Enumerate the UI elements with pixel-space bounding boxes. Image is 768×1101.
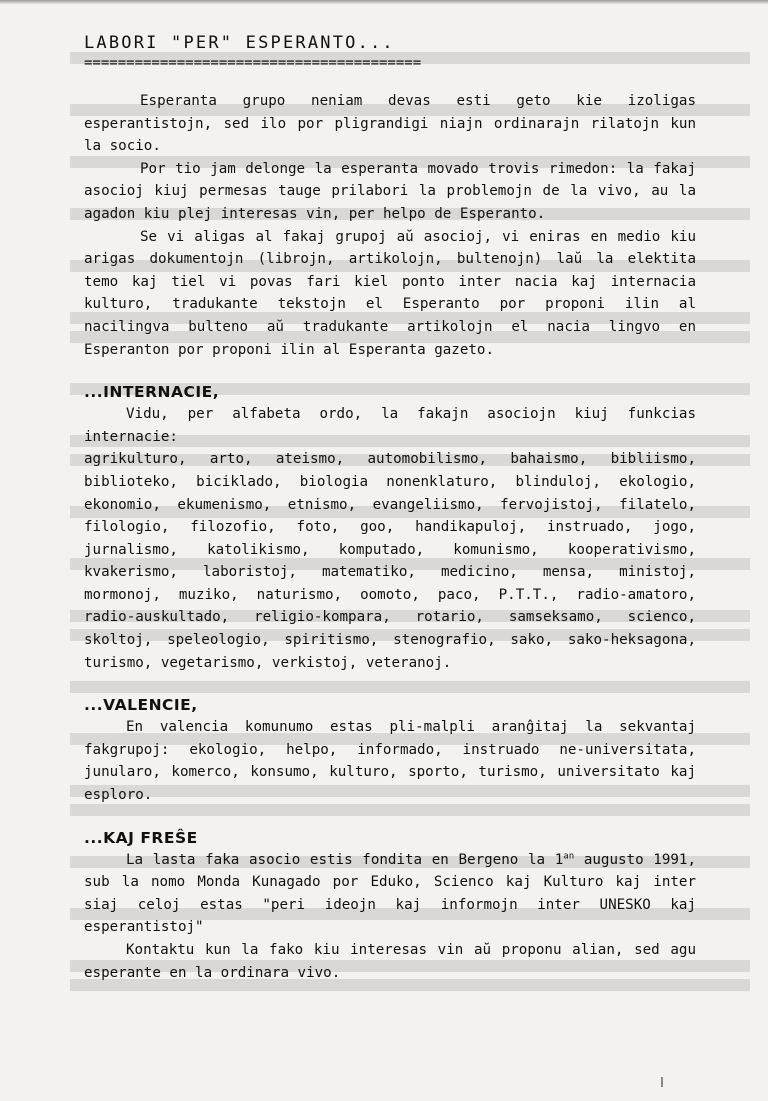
valencie-paragraph: En valencia komunumo estas pli-malpli aranĝitaj la sekvantaj fakgrupoj: ekologio, helpo, informado, instruado ne-universitata, junularo, komerco, konsumo, kulturo, sporto, turismo, universitato kaj esploro. <box>84 719 696 804</box>
ordinal-suffix: an <box>563 850 575 861</box>
heading-valencie: ...VALENCIE, <box>84 696 198 715</box>
article-title: LABORI "PER" ESPERANTO... <box>84 33 395 53</box>
heading-internacie: ...INTERNACIE, <box>84 383 220 402</box>
heading-kaj-freshe: ...KAJ FREŜE <box>84 828 198 847</box>
title-underline: ======================================== <box>84 56 422 70</box>
intro-paragraph-3: Se vi aligas al fakaj grupoj aŭ asocioj, vi eniras en medio kiu arigas dokumentojn (librojn, artikolojn, bultenojn) laŭ la elektita temo kaj tiel vi povas fari kiel ponto inter nacia kaj internacia kulturo, tradukante tekstojn el Esperanto por proponi ilin al nacilingva bulteno aŭ tradukante artikolojn el nacia lingvo en Esperanton por proponi ilin al Esperanta gazeto. <box>84 228 696 358</box>
article <box>84 30 696 984</box>
freshe-text-end: augusto 1991, sub la nomo Monda Kunagado por Eduko, Scienco kaj Kulturo kaj inter siaj celoj estas "peri ideojn kaj informojn inter UNESKO kaj esperantistoj" <box>84 851 696 936</box>
freshe-paragraph-1 <box>84 849 696 939</box>
page-speck <box>661 1077 663 1087</box>
internacie-lead: Vidu, per alfabeta ordo, la fakajn asociojn kiuj funkcias internacie: <box>84 406 696 445</box>
intro-paragraph-2: Por tio jam delonge la esperanta movado trovis rimedon: la fakaj asocioj kiuj permesas tauge prilabori la problemojn de la vivo, au la agadon kiu plej interesas vin, per helpo de Esperanto. <box>84 160 696 222</box>
page-top-edge <box>0 0 768 4</box>
association-list: agrikulturo, arto, ateismo, automobilismo, bahaismo, bibliismo, biblioteko, biciklado, biologia nonenklaturo, blinduloj, ekologio, ekonomio, ekumenismo, etnismo, evangeliismo, fervojistoj, filatelo, filologio, filozofio, foto, goo, handikapuloj, instruado, jogo, jurnalismo, katolikismo, komputado, komunismo, kooperativismo, kvakerismo, laboristoj, matematiko, medicino, mensa, ministoj, mormonoj, muziko, naturismo, oomoto, paco, P.T.T., radio-amatoro, radio-auskultado, religio-kompara, rotario, samseksamo, scienco, skoltoj, speleologio, spiritismo, stenografio, sako, sako-heksagona, turismo, vegetarismo, verkistoj, veteranoj. <box>84 451 696 671</box>
freshe-paragraph-2: Kontaktu kun la fako kiu interesas vin aŭ proponu alian, sed agu esperante en la ordinara vivo. <box>84 942 696 981</box>
freshe-text-start: La lasta faka asocio estis fondita en Bergeno la 1 <box>126 851 564 868</box>
intro-paragraph-1: Esperanta grupo neniam devas esti geto kie izoligas esperantistojn, sed ilo por pligrandigi niajn ordinarajn rilatojn kun la socio. <box>84 93 696 155</box>
